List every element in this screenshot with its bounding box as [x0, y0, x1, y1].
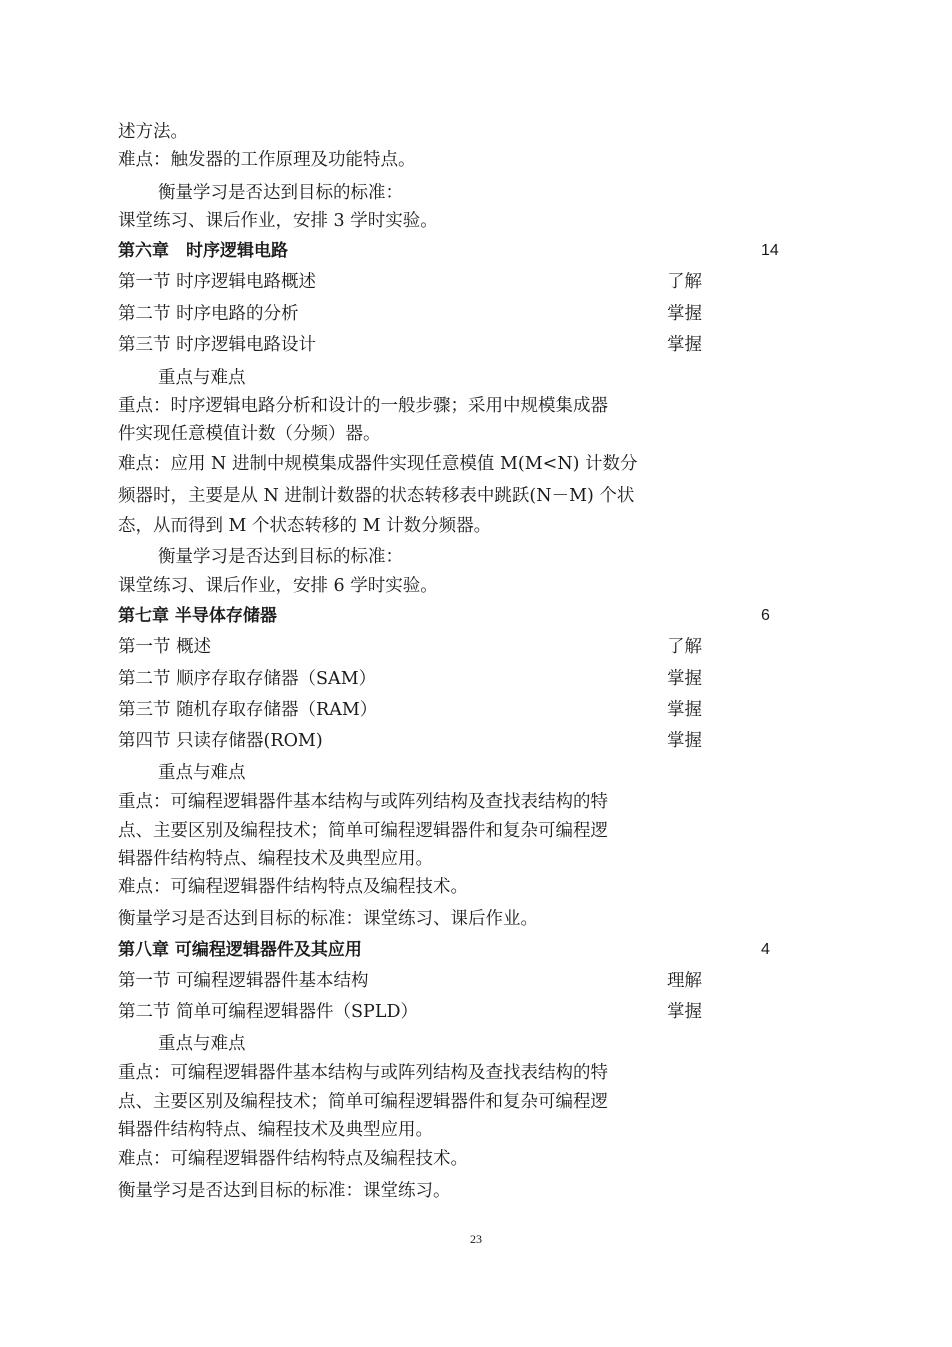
text-line: 重点：可编程逻辑器件基本结构与或阵列结构及查找表结构的特	[118, 792, 608, 812]
text-line: 点、主要区别及编程技术；简单可编程逻辑器件和复杂可编程逻	[118, 821, 608, 841]
chapter-6-hours: 14	[761, 242, 779, 259]
chapter-6-title: 第六章 时序逻辑电路	[118, 241, 288, 261]
section-level: 了解	[667, 637, 702, 657]
text-line: 辑器件结构特点、编程技术及典型应用。	[118, 849, 433, 869]
section-line: 第四节 只读存储器(ROM)	[118, 731, 323, 751]
section-level: 掌握	[667, 335, 702, 355]
section-level: 了解	[667, 272, 702, 292]
text-line: 课堂练习、课后作业，安排 6 学时实验。	[118, 576, 438, 596]
chapter-8-title: 第八章 可编程逻辑器件及其应用	[118, 940, 362, 960]
text-line: 点、主要区别及编程技术；简单可编程逻辑器件和复杂可编程逻	[118, 1092, 608, 1112]
chapter-8-hours: 4	[761, 941, 770, 958]
section-line: 第二节 简单可编程逻辑器件（SPLD）	[118, 1002, 418, 1022]
text-line: 衡量学习是否达到目标的标准：课堂练习。	[118, 1181, 451, 1201]
section-line: 第一节 时序逻辑电路概述	[118, 272, 317, 292]
text-line: 频器时，主要是从 N 进制计数器的状态转移表中跳跃(N－M) 个状	[118, 486, 635, 506]
text-line: 衡量学习是否达到目标的标准：	[158, 547, 403, 567]
subheading: 重点与难点	[158, 368, 246, 388]
text-line: 态，从而得到 M 个状态转移的 M 计数分频器。	[118, 516, 492, 536]
text-line: 难点：可编程逻辑器件结构特点及编程技术。	[118, 877, 468, 897]
section-level: 掌握	[667, 304, 702, 324]
section-level: 掌握	[667, 1002, 702, 1022]
text-line: 衡量学习是否达到目标的标准：课堂练习、课后作业。	[118, 909, 538, 929]
text-line: 辑器件结构特点、编程技术及典型应用。	[118, 1120, 433, 1140]
section-level: 掌握	[667, 700, 702, 720]
text-line: 课堂练习、课后作业，安排 3 学时实验。	[118, 211, 438, 231]
section-line: 第二节 时序电路的分析	[118, 304, 299, 324]
section-line: 第一节 概述	[118, 637, 212, 657]
section-line: 第三节 随机存取存储器（RAM）	[118, 700, 378, 720]
subheading: 重点与难点	[158, 763, 246, 783]
text-line: 重点：时序逻辑电路分析和设计的一般步骤；采用中规模集成器	[118, 396, 608, 416]
section-level: 掌握	[667, 669, 702, 689]
text-line: 难点：触发器的工作原理及功能特点。	[118, 150, 416, 170]
section-line: 第一节 可编程逻辑器件基本结构	[118, 971, 369, 991]
text-line: 述方法。	[118, 122, 188, 142]
text-line: 难点：应用 N 进制中规模集成器件实现任意模值 M(M<N) 计数分	[118, 454, 638, 474]
page-number: 23	[470, 1232, 482, 1246]
text-line: 衡量学习是否达到目标的标准：	[158, 183, 403, 203]
section-line: 第二节 顺序存取存储器（SAM）	[118, 669, 377, 689]
text-line: 件实现任意模值计数（分频）器。	[118, 424, 381, 444]
text-line: 重点：可编程逻辑器件基本结构与或阵列结构及查找表结构的特	[118, 1063, 608, 1083]
section-line: 第三节 时序逻辑电路设计	[118, 335, 317, 355]
section-level: 理解	[667, 971, 702, 991]
subheading: 重点与难点	[158, 1034, 246, 1054]
chapter-7-hours: 6	[761, 607, 770, 624]
text-line: 难点：可编程逻辑器件结构特点及编程技术。	[118, 1149, 468, 1169]
section-level: 掌握	[667, 731, 702, 751]
chapter-7-title: 第七章 半导体存储器	[118, 606, 277, 626]
